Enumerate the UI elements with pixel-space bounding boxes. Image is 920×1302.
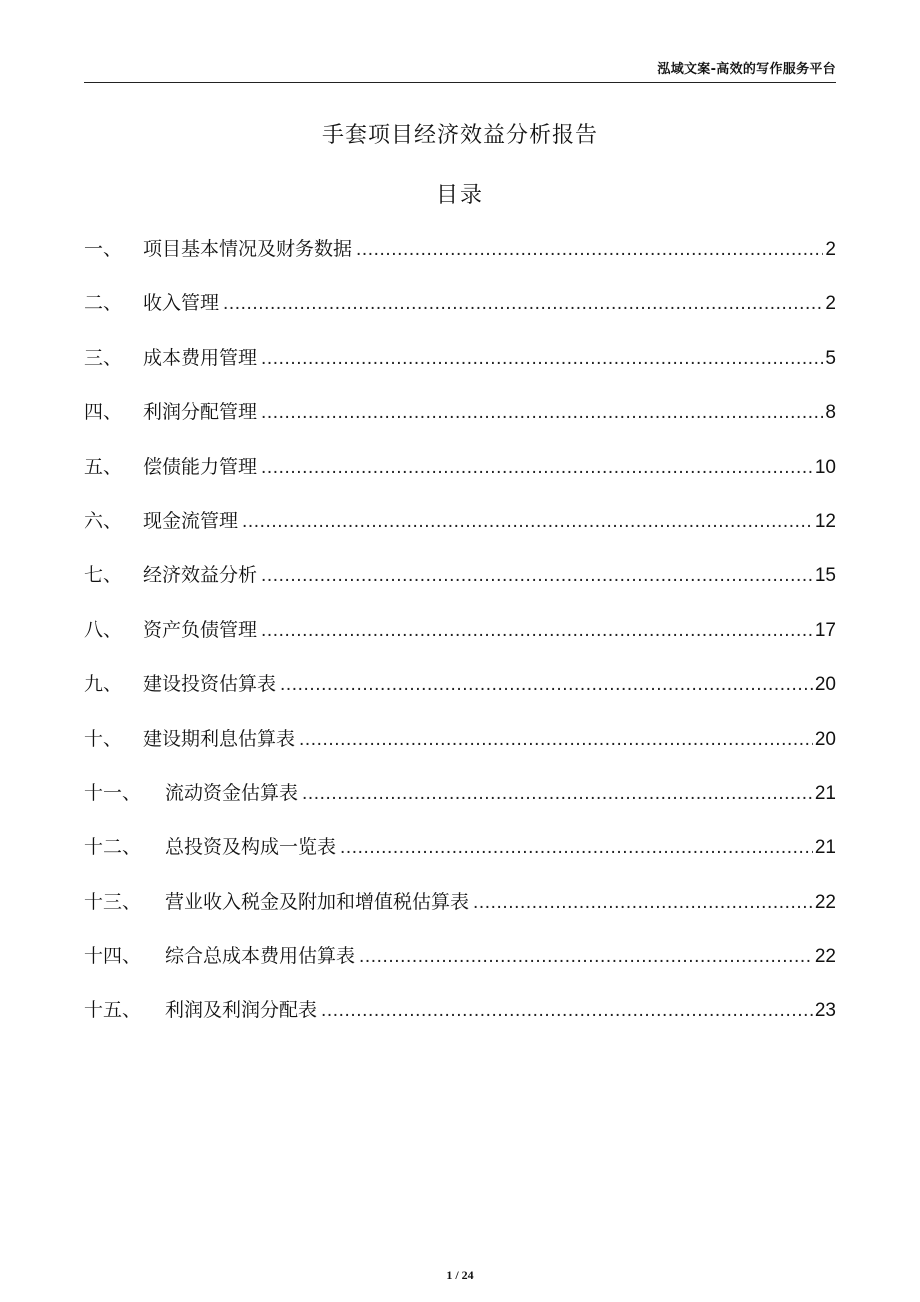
toc-entry-number: 六、 bbox=[84, 509, 123, 532]
toc-entry[interactable] bbox=[84, 615, 836, 669]
toc-entry-page: 20 bbox=[814, 728, 836, 750]
toc-entry-number: 八、 bbox=[84, 618, 123, 641]
toc-entry-number: 二、 bbox=[84, 292, 123, 315]
toc-entry-page: 23 bbox=[814, 1000, 836, 1022]
toc-entry[interactable] bbox=[84, 995, 836, 1049]
toc-entry-number: 七、 bbox=[84, 564, 123, 587]
toc-entry[interactable] bbox=[84, 397, 836, 451]
toc-entry-number: 三、 bbox=[84, 346, 123, 369]
toc-entry-leader bbox=[302, 783, 813, 805]
toc-entry-label: 流动资金估算表 bbox=[165, 781, 299, 804]
toc-entry[interactable] bbox=[84, 288, 836, 342]
toc-entry-label: 现金流管理 bbox=[143, 509, 239, 532]
toc-entry-label: 建设投资估算表 bbox=[143, 673, 277, 696]
toc-entry-number: 十、 bbox=[84, 727, 123, 750]
toc-entry-label: 项目基本情况及财务数据 bbox=[143, 238, 353, 260]
table-of-contents bbox=[84, 234, 836, 1050]
toc-entry-leader bbox=[299, 729, 813, 751]
toc-entry-number: 一、 bbox=[84, 238, 123, 260]
document-title: 手套项目经济效益分析报告 bbox=[321, 123, 598, 148]
toc-entry-label: 营业收入税金及附加和增值税估算表 bbox=[165, 890, 470, 913]
toc-entry-leader bbox=[261, 402, 823, 424]
toc-entry[interactable] bbox=[84, 506, 836, 560]
toc-entry-number: 五、 bbox=[84, 455, 123, 478]
toc-entry[interactable] bbox=[84, 832, 836, 886]
toc-entry-label: 成本费用管理 bbox=[143, 346, 258, 369]
toc-entry-page: 2 bbox=[825, 239, 836, 260]
toc-entry[interactable] bbox=[84, 778, 836, 832]
toc-entry-number: 十二、 bbox=[84, 836, 142, 859]
toc-entry-label: 建设期利息估算表 bbox=[143, 727, 296, 750]
page-indicator: 1 / 24 bbox=[446, 1268, 474, 1282]
header-brand: 泓域文案-高效的写作服务平台 bbox=[657, 62, 836, 77]
toc-entry-page: 15 bbox=[814, 565, 836, 587]
toc-entry-page: 2 bbox=[825, 293, 836, 315]
toc-entry[interactable] bbox=[84, 669, 836, 723]
toc-entry-page: 5 bbox=[825, 347, 836, 369]
toc-entry-leader bbox=[261, 620, 813, 642]
toc-entry[interactable] bbox=[84, 887, 836, 941]
toc-entry-leader bbox=[223, 293, 823, 315]
toc-entry-number: 四、 bbox=[84, 401, 123, 424]
toc-entry-number: 十四、 bbox=[84, 945, 142, 968]
toc-entry[interactable] bbox=[84, 343, 836, 397]
toc-entry-leader bbox=[261, 565, 813, 587]
toc-entry-leader bbox=[321, 1000, 813, 1022]
toc-entry-label: 经济效益分析 bbox=[143, 564, 258, 587]
toc-entry[interactable] bbox=[84, 452, 836, 506]
header-rule bbox=[84, 82, 836, 83]
toc-entry-page: 12 bbox=[814, 510, 836, 532]
toc-entry-page: 17 bbox=[814, 619, 836, 641]
toc-entry[interactable] bbox=[84, 724, 836, 778]
toc-entry-page: 22 bbox=[814, 946, 836, 968]
toc-entry-page: 21 bbox=[814, 782, 836, 804]
toc-entry-label: 总投资及构成一览表 bbox=[165, 836, 337, 859]
toc-entry-label: 综合总成本费用估算表 bbox=[165, 945, 356, 968]
toc-entry-leader bbox=[242, 511, 813, 533]
toc-heading: 目录 bbox=[435, 183, 484, 208]
toc-entry-leader bbox=[473, 892, 813, 914]
toc-entry-label: 偿债能力管理 bbox=[143, 455, 258, 478]
toc-entry-number: 十一、 bbox=[84, 781, 142, 804]
toc-entry-leader bbox=[261, 457, 813, 479]
toc-entry-number: 九、 bbox=[84, 673, 123, 696]
toc-entry-leader bbox=[359, 946, 813, 968]
toc-entry[interactable] bbox=[84, 560, 836, 614]
toc-entry-label: 利润及利润分配表 bbox=[165, 999, 318, 1022]
toc-entry-page: 20 bbox=[814, 674, 836, 696]
toc-entry-label: 收入管理 bbox=[143, 292, 220, 315]
toc-entry-leader bbox=[340, 837, 813, 859]
toc-entry-page: 22 bbox=[814, 891, 836, 913]
toc-entry-page: 10 bbox=[814, 456, 836, 478]
toc-entry-number: 十三、 bbox=[84, 890, 142, 913]
toc-entry-label: 利润分配管理 bbox=[143, 401, 258, 424]
toc-entry[interactable] bbox=[84, 941, 836, 995]
toc-entry-label: 资产负债管理 bbox=[143, 618, 258, 641]
toc-entry-leader bbox=[356, 239, 823, 261]
toc-entry-page: 8 bbox=[825, 402, 836, 424]
toc-entry-page: 21 bbox=[814, 837, 836, 859]
toc-entry[interactable] bbox=[84, 234, 836, 288]
toc-entry-number: 十五、 bbox=[84, 999, 142, 1022]
toc-entry-leader bbox=[280, 674, 813, 696]
toc-entry-leader bbox=[261, 348, 823, 370]
